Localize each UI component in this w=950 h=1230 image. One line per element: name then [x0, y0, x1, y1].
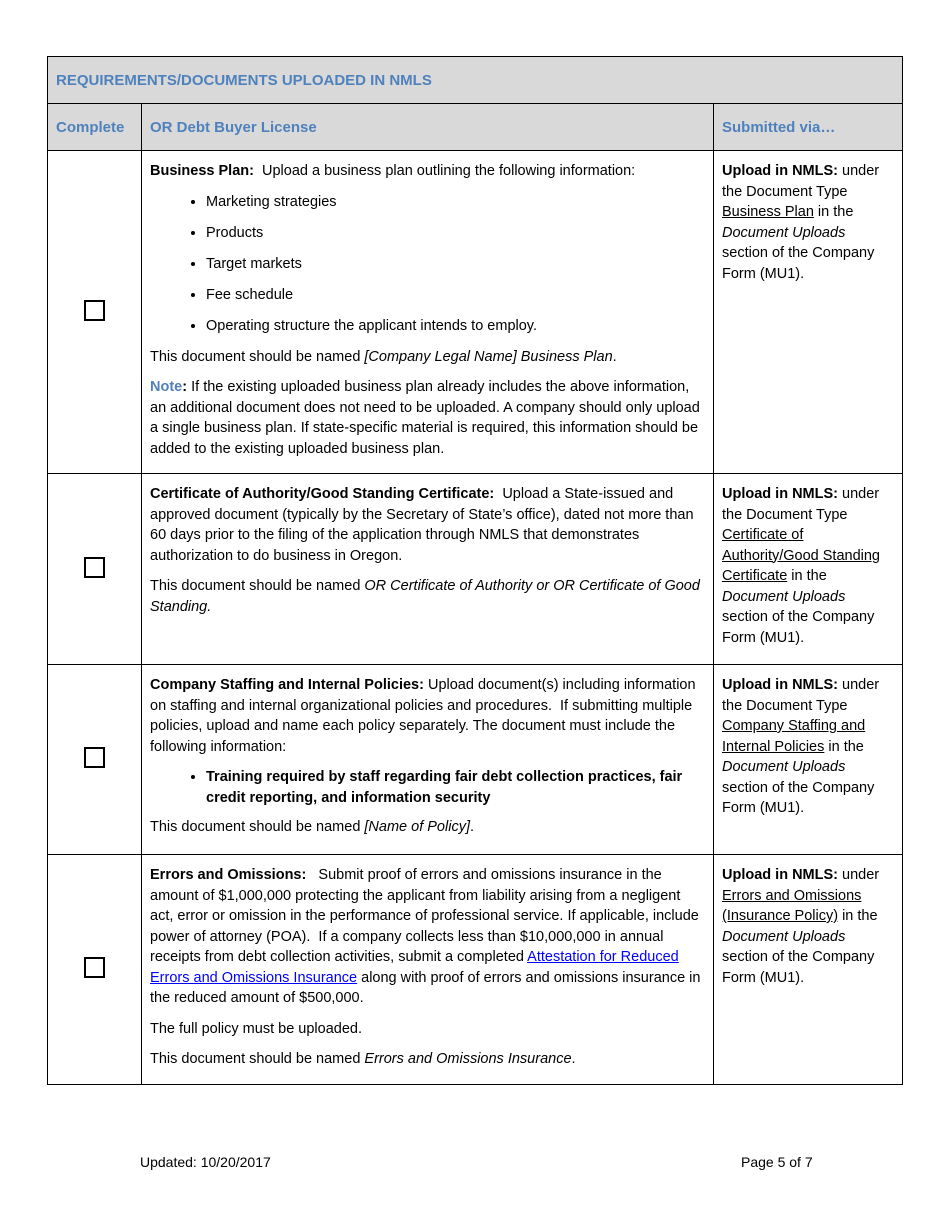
- naming-suffix: .: [571, 1051, 576, 1067]
- upload-label: Upload in NMLS:: [722, 486, 838, 502]
- document-naming: [150, 576, 705, 617]
- naming-prefix: This document should be named: [150, 819, 365, 835]
- requirement-cell: [142, 855, 714, 1085]
- submit-text: section of the Company Form (MU1).: [722, 245, 875, 282]
- submit-text: section of the Company Form (MU1).: [722, 779, 875, 816]
- naming-suffix: .: [612, 348, 617, 365]
- note-colon: :: [182, 379, 188, 395]
- requirement-bullets: [150, 192, 705, 337]
- requirement-bullets: [150, 767, 705, 808]
- requirement-intro: Upload a State-issued and approved document (typically by the Secretary of State’s office), dated not more than 60 days prior to the filing of the application through NMLS that demonstrates authorization to do business in Oregon.: [150, 486, 698, 564]
- list-item: • Products: [206, 223, 705, 244]
- submit-text: under the Document Type: [722, 163, 880, 200]
- naming-value: [Name of Policy]: [364, 819, 470, 835]
- upload-label: Upload in NMLS:: [722, 677, 838, 693]
- submitted-via-cell: [714, 855, 903, 1085]
- submit-text: under: [838, 867, 880, 883]
- complete-cell: [48, 665, 142, 855]
- list-item: [206, 767, 705, 808]
- document-type: Errors and Omissions (Insurance Policy): [722, 887, 862, 924]
- naming-value: [Company Legal Name] Business Plan: [364, 348, 613, 365]
- full-policy-note: The full policy must be uploaded.: [150, 1020, 362, 1037]
- requirement-intro: Upload a business plan outlining the following information:: [253, 163, 636, 179]
- requirement-cell: [142, 151, 714, 474]
- submit-text: in the: [824, 738, 864, 755]
- requirements-table: [47, 56, 903, 1085]
- requirement-intro: Upload document(s) including information on staffing and internal organizational policies and procedures. If submitting multiple policies, upload and name each policy separately. The document must include the following information:: [150, 677, 700, 755]
- submit-text: under the Document Type: [722, 677, 880, 714]
- table-row: [48, 665, 903, 855]
- document-naming: [150, 1049, 705, 1070]
- upload-label: Upload in NMLS:: [722, 867, 838, 883]
- submit-text: section of the Company Form (MU1).: [722, 609, 875, 646]
- section-name: Document Uploads: [722, 588, 846, 605]
- submitted-via-cell: [714, 474, 903, 665]
- naming-suffix: .: [469, 819, 475, 835]
- checkbox-company-staffing[interactable]: [84, 747, 105, 768]
- table-title: REQUIREMENTS/DOCUMENTS UPLOADED IN NMLS: [48, 57, 903, 104]
- submitted-via-cell: [714, 665, 903, 855]
- requirement-intro-end: along with proof of errors and omissions insurance in the reduced amount of $500,000.: [150, 969, 701, 1006]
- complete-cell: [48, 474, 142, 665]
- table-row: [48, 474, 903, 665]
- document-type: Business Plan: [722, 204, 814, 220]
- naming-prefix: This document should be named: [150, 348, 365, 365]
- list-item: • Target markets: [206, 254, 705, 275]
- submit-text: in the: [838, 908, 878, 924]
- checkbox-business-plan[interactable]: [84, 300, 105, 321]
- requirement-cell: [142, 665, 714, 855]
- document-naming: [150, 817, 705, 838]
- document-naming: [150, 347, 705, 368]
- section-name: Document Uploads: [722, 224, 846, 241]
- submit-text: in the: [813, 204, 854, 220]
- complete-cell: [48, 151, 142, 474]
- naming-value: Errors and Omissions Insurance: [364, 1051, 572, 1067]
- naming-value: OR Certificate of Authority or OR Certificate of Good Standing.: [150, 578, 700, 615]
- upload-label: Upload in NMLS:: [722, 163, 838, 179]
- attestation-link[interactable]: Attestation for Reduced Errors and Omissions Insurance: [150, 949, 679, 986]
- note-paragraph: [150, 377, 705, 459]
- requirement-heading: Errors and Omissions:: [150, 867, 307, 883]
- footer-updated-date: Updated: 10/20/2017: [140, 1154, 271, 1170]
- document-type: Company Staffing and Internal Policies: [722, 718, 866, 755]
- column-header-license: OR Debt Buyer License: [142, 104, 714, 151]
- column-header-submitted-via: Submitted via…: [714, 104, 903, 151]
- column-header-complete: Complete: [48, 104, 142, 151]
- note-label: Note: [150, 379, 183, 395]
- submit-text: under the Document Type: [722, 486, 880, 523]
- checkbox-errors-omissions[interactable]: [84, 957, 105, 978]
- note-text: If the existing uploaded business plan already includes the above information, an additional document does not need to be uploaded. A company should only upload a single business plan. If state-specific material is required, this information should be added to the existing uploaded business plan.: [150, 379, 700, 457]
- requirement-intro: Submit proof of errors and omissions insurance in the amount of $1,000,000 protecting the applicant from liability arising from a negligent act, error or omission in the performance of professional service. If applicable, include power of attorney (POA). If a company collects less than $10,000,000 in annual receipts from debt collection activities, submit a completed: [150, 867, 703, 965]
- naming-prefix: This document should be named: [150, 578, 365, 594]
- checkbox-certificate[interactable]: [84, 557, 105, 578]
- naming-prefix: This document should be named: [150, 1051, 365, 1067]
- complete-cell: [48, 855, 142, 1085]
- section-name: Document Uploads: [722, 759, 846, 775]
- requirement-heading: Company Staffing and Internal Policies:: [150, 677, 424, 693]
- submitted-via-cell: [714, 151, 903, 474]
- list-item: • Marketing strategies: [206, 192, 705, 213]
- requirement-heading: Business Plan:: [150, 163, 254, 179]
- requirement-heading: Certificate of Authority/Good Standing Certificate:: [150, 486, 495, 502]
- footer-page-number: Page 5 of 7: [741, 1154, 813, 1170]
- list-item-text: Training required by staff regarding fair debt collection practices, fair credit reporting, and information security: [206, 769, 683, 806]
- table-row: [48, 855, 903, 1085]
- submit-text: in the: [787, 568, 827, 584]
- document-type: Certificate of Authority/Good Standing Certificate: [722, 527, 880, 584]
- submit-text: section of the Company Form (MU1).: [722, 949, 875, 986]
- list-item: • Operating structure the applicant intends to employ.: [206, 316, 705, 337]
- list-item: • Fee schedule: [206, 285, 705, 306]
- table-row: [48, 151, 903, 474]
- section-name: Document Uploads: [722, 928, 846, 945]
- requirement-cell: [142, 474, 714, 665]
